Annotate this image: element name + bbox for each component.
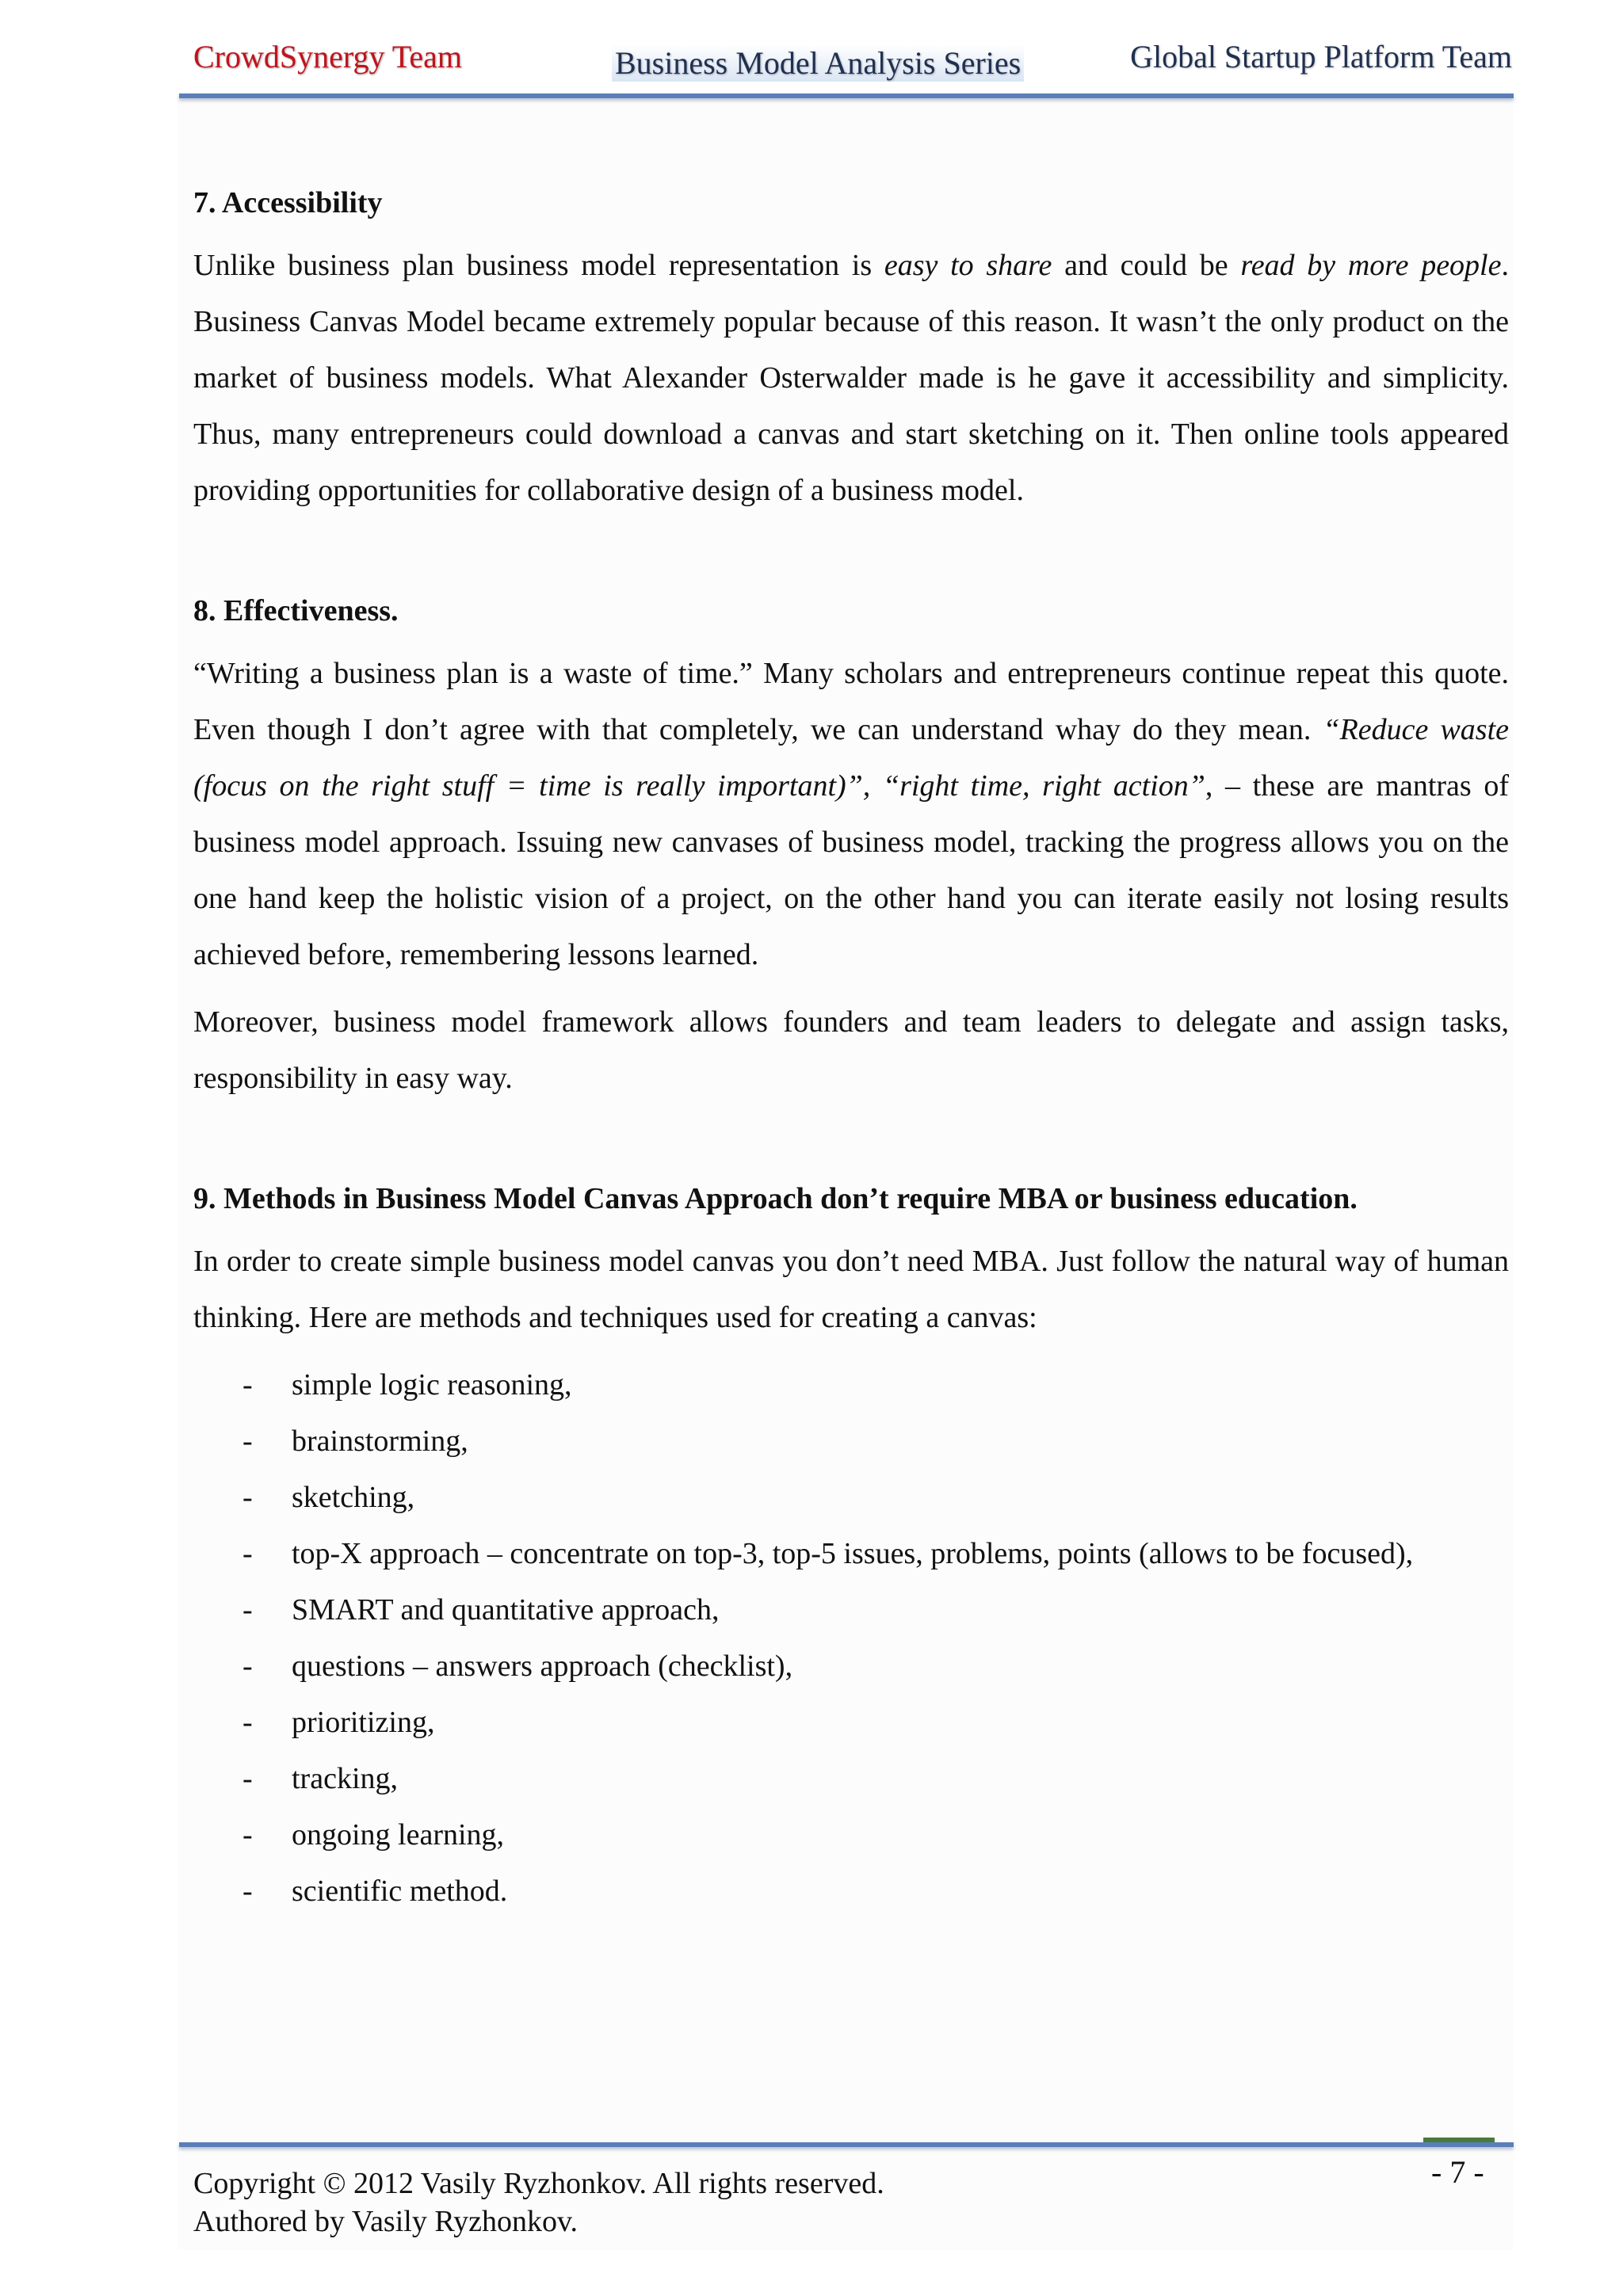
- paragraph: In order to create simple business model canvas you don’t need MBA. Just follow the natural way of human thinking. Here are methods and techniques used for creating a canvas:: [193, 1245, 1509, 1334]
- italic-run: “Reduce waste (focus on the right stuff = time is really important)”, “right time, right action”: [193, 713, 1509, 803]
- list-item: [193, 1807, 1509, 1863]
- list-item-text: tracking,: [292, 1762, 399, 1795]
- section-heading: 7. Accessibility: [193, 186, 383, 219]
- list-dash: -: [242, 1650, 253, 1683]
- list-dash: -: [242, 1875, 253, 1908]
- paragraph: Moreover, business model framework allows founders and team leaders to delegate and assign tasks, responsibility in easy way.: [193, 1005, 1509, 1095]
- text-run: , – these are mantras of business model approach. Issuing new canvases of business model, tracking the progress allows you on the one hand keep the holistic vision of a project, on the other hand you can iterate easily not losing results achieved before, remembering lessons learned.: [193, 769, 1509, 971]
- section-methods: [193, 1175, 1509, 1920]
- list-dash: -: [242, 1762, 253, 1795]
- list-dash: -: [242, 1425, 253, 1458]
- section-accessibility: [193, 179, 1509, 519]
- list-item-text: prioritizing,: [292, 1706, 435, 1739]
- text-run: . Business Canvas Model became extremely popular because of this reason. It wasn’t the only product on the market of business models. What Alexander Osterwalder made is he gave it accessibility and simplicity. Thus, many entrepreneurs could download a canvas and start sketching on it. Then online tools appeared providing opportunities for collaborative design of a business model.: [193, 249, 1509, 507]
- list-item: [193, 1357, 1509, 1413]
- methods-list: [193, 1357, 1509, 1920]
- header-left-team: CrowdSynergy Team: [193, 39, 463, 74]
- italic-run: read by more people: [1240, 249, 1502, 282]
- paragraph: [193, 646, 1509, 983]
- list-item-text: simple logic reasoning,: [292, 1368, 572, 1402]
- header-right-team: Global Startup Platform Team: [1130, 39, 1512, 74]
- list-dash: -: [242, 1368, 253, 1402]
- page-header: [0, 0, 1623, 103]
- footer-copyright-block: [193, 2164, 884, 2241]
- list-dash: -: [242, 1818, 253, 1852]
- list-item: [193, 1751, 1509, 1807]
- list-item: [193, 1582, 1509, 1638]
- italic-run: easy to share: [884, 249, 1052, 282]
- text-run: and could be: [1052, 249, 1241, 282]
- footer-page-tab: [1423, 2138, 1495, 2142]
- list-dash: -: [242, 1593, 253, 1627]
- list-item: [193, 1526, 1509, 1582]
- list-item-text: brainstorming,: [292, 1425, 468, 1458]
- list-item: [193, 1470, 1509, 1526]
- list-item-text: top-X approach – concentrate on top-3, top-5 issues, problems, points (allows to be focused),: [292, 1537, 1414, 1570]
- header-series-title: Business Model Analysis Series: [612, 44, 1024, 82]
- list-item: [193, 1413, 1509, 1470]
- page-number: - 7 -: [1431, 2154, 1484, 2190]
- section-heading: 9. Methods in Business Model Canvas Approach don’t require MBA or business education.: [193, 1182, 1358, 1215]
- list-item-text: SMART and quantitative approach,: [292, 1593, 720, 1627]
- section-effectiveness: [193, 587, 1509, 1107]
- list-item-text: scientific method.: [292, 1875, 508, 1908]
- text-run: Unlike business plan business model representation is: [193, 249, 884, 282]
- section-heading: 8. Effectiveness.: [193, 594, 399, 627]
- list-item: [193, 1695, 1509, 1751]
- copyright-text: Copyright © 2012 Vasily Ryzhonkov. All rights reserved.: [193, 2167, 884, 2200]
- authored-by-text: Authored by Vasily Ryzhonkov.: [193, 2205, 579, 2238]
- footer-divider: [179, 2142, 1514, 2147]
- list-item-text: sketching,: [292, 1481, 415, 1514]
- document-body: [193, 179, 1509, 1988]
- paragraph: [193, 238, 1509, 519]
- text-run: “Writing a business plan is a waste of time.” Many scholars and entrepreneurs continue repeat this quote. Even though I don’t agree with that completely, we can understand whay do they mean.: [193, 657, 1509, 746]
- list-item: [193, 1638, 1509, 1695]
- header-divider: [179, 93, 1514, 98]
- list-dash: -: [242, 1481, 253, 1514]
- list-item: [193, 1863, 1509, 1920]
- list-item-text: questions – answers approach (checklist),: [292, 1650, 793, 1683]
- list-dash: -: [242, 1537, 253, 1570]
- list-item-text: ongoing learning,: [292, 1818, 505, 1852]
- page-footer: [0, 2131, 1623, 2296]
- list-dash: -: [242, 1706, 253, 1739]
